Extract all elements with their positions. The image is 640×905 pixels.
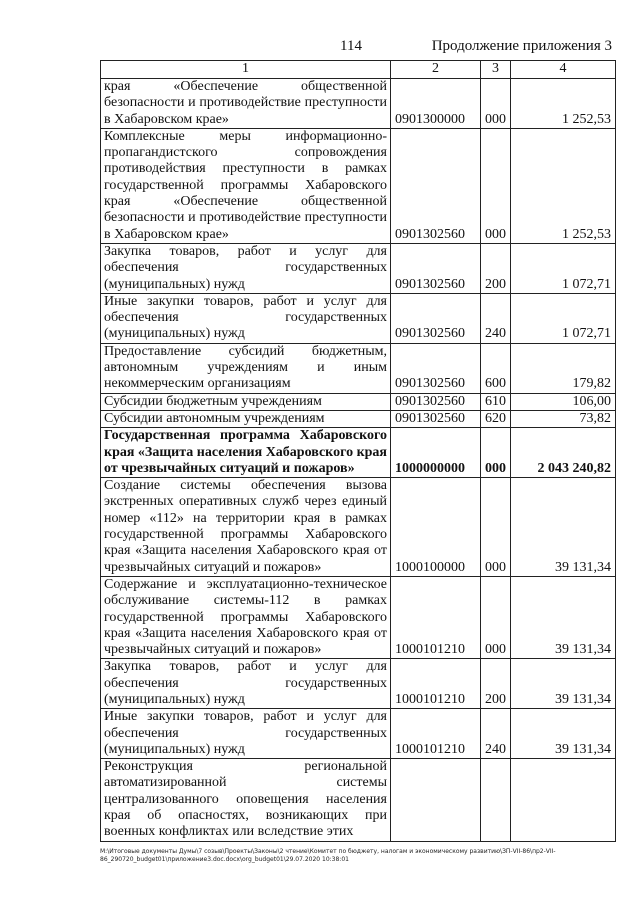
- table-row: [101, 478, 616, 577]
- row-type-cell: 200: [481, 243, 511, 293]
- row-amount-cell: 39 131,34: [511, 576, 616, 658]
- row-name-cell: Комплексные меры информационно-пропагандистского сопровождения противодействия преступности в рамках государственной программы Хабаровского края «Обеспечение общественной безопасности и противодействие преступности в Хабаровском крае»: [101, 128, 391, 243]
- continuation-label: Продолжение приложения 3: [431, 38, 612, 54]
- row-amount-cell: 39 131,34: [511, 478, 616, 577]
- table-body: [101, 79, 616, 842]
- row-name-cell: Реконструкция региональной автоматизированной системы централизованного оповещения населения края об опасностях, возникающих при военных конфликтах или вследствие этих: [101, 759, 391, 841]
- row-type-cell: 000: [481, 128, 511, 243]
- table-row: [101, 243, 616, 293]
- row-name-cell: Иные закупки товаров, работ и услуг для обеспечения государственных (муниципальных) нужд: [101, 293, 391, 343]
- row-code-cell: 1000101210: [391, 576, 481, 658]
- row-type-cell: 000: [481, 428, 511, 478]
- row-amount-cell: 179,82: [511, 343, 616, 393]
- table-row: [101, 293, 616, 343]
- table-row: [101, 576, 616, 658]
- row-amount-cell: 39 131,34: [511, 709, 616, 759]
- row-type-cell: 000: [481, 79, 511, 129]
- row-name-cell: края «Обеспечение общественной безопасности и противодействие преступности в Хабаровском крае»: [101, 79, 391, 129]
- row-code-cell: 0901302560: [391, 410, 481, 427]
- row-type-cell: 240: [481, 709, 511, 759]
- row-code-cell: [391, 759, 481, 841]
- row-type-cell: 000: [481, 478, 511, 577]
- row-code-cell: 0901302560: [391, 393, 481, 410]
- table-row: [101, 393, 616, 410]
- row-amount-cell: 1 252,53: [511, 79, 616, 129]
- row-amount-cell: [511, 759, 616, 841]
- row-code-cell: 1000000000: [391, 428, 481, 478]
- row-type-cell: 000: [481, 576, 511, 658]
- row-type-cell: 610: [481, 393, 511, 410]
- table-row: [101, 759, 616, 841]
- table-row: [101, 343, 616, 393]
- row-name-cell: Субсидии бюджетным учреждениям: [101, 393, 391, 410]
- row-amount-cell: 1 072,71: [511, 243, 616, 293]
- row-code-cell: 0901300000: [391, 79, 481, 129]
- column-header: 1: [101, 61, 391, 79]
- row-amount-cell: 73,82: [511, 410, 616, 427]
- column-header: 3: [481, 61, 511, 79]
- table-row: [101, 709, 616, 759]
- document-path-footer: M:\Итоговые документы Думы\7 созыв\Проекты\Законы\2 чтение\Комитет по бюджету, налогам и экономическому развитию\ЗП-VII-86\пр2-VII-86_290720_budget01\приложение3.doc.docx\org_budget01\29.07.2020 10:38:01: [100, 848, 556, 863]
- row-name-cell: Предоставление субсидий бюджетным, автономным учреждениям и иным некоммерческим организациям: [101, 343, 391, 393]
- row-amount-cell: 1 252,53: [511, 128, 616, 243]
- row-code-cell: 0901302560: [391, 243, 481, 293]
- row-type-cell: [481, 759, 511, 841]
- budget-table: [100, 60, 616, 842]
- table-row: [101, 659, 616, 709]
- table-header-row: [101, 61, 616, 79]
- row-amount-cell: 106,00: [511, 393, 616, 410]
- row-name-cell: Субсидии автономным учреждениям: [101, 410, 391, 427]
- row-name-cell: Закупка товаров, работ и услуг для обеспечения государственных (муниципальных) нужд: [101, 659, 391, 709]
- row-code-cell: 0901302560: [391, 128, 481, 243]
- column-header: 2: [391, 61, 481, 79]
- row-name-cell: Государственная программа Хабаровского края «Защита населения Хабаровского края от чрезвычайных ситуаций и пожаров»: [101, 428, 391, 478]
- row-code-cell: 1000101210: [391, 659, 481, 709]
- row-code-cell: 0901302560: [391, 293, 481, 343]
- table-row: [101, 428, 616, 478]
- row-type-cell: 200: [481, 659, 511, 709]
- row-name-cell: Содержание и эксплуатационно-техническое обслуживание системы-112 в рамках государственной программы Хабаровского края «Защита населения Хабаровского края от чрезвычайных ситуаций и пожаров»: [101, 576, 391, 658]
- row-code-cell: 0901302560: [391, 343, 481, 393]
- row-amount-cell: 39 131,34: [511, 659, 616, 709]
- row-type-cell: 620: [481, 410, 511, 427]
- table-row: [101, 410, 616, 427]
- row-code-cell: 1000100000: [391, 478, 481, 577]
- row-code-cell: 1000101210: [391, 709, 481, 759]
- row-type-cell: 240: [481, 293, 511, 343]
- table-row: [101, 79, 616, 129]
- row-amount-cell: 1 072,71: [511, 293, 616, 343]
- row-name-cell: Создание системы обеспечения вызова экстренных оперативных служб через единый номер «112» на территории края в рамках государственной программы Хабаровского края «Защита населения Хабаровского края от чрезвычайных ситуаций и пожаров»: [101, 478, 391, 577]
- table-row: [101, 128, 616, 243]
- row-name-cell: Иные закупки товаров, работ и услуг для обеспечения государственных (муниципальных) нужд: [101, 709, 391, 759]
- column-header: 4: [511, 61, 616, 79]
- row-amount-cell: 2 043 240,82: [511, 428, 616, 478]
- row-type-cell: 600: [481, 343, 511, 393]
- row-name-cell: Закупка товаров, работ и услуг для обеспечения государственных (муниципальных) нужд: [101, 243, 391, 293]
- page-number: 114: [340, 38, 362, 54]
